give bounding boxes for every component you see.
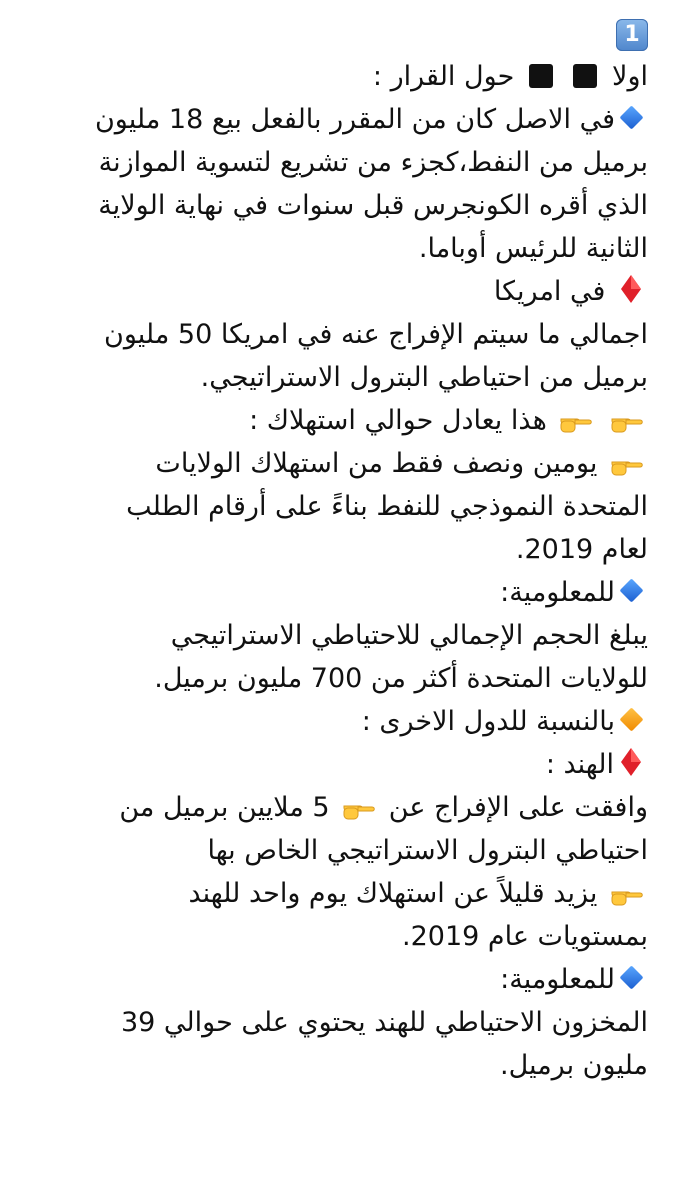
- post-body: [60, 12, 648, 1087]
- text-line: الذي أقره الكونجرس قبل سنوات في نهاية الولاية: [98, 190, 648, 221]
- text-span: هذا يعادل حوالي استهلاك :: [249, 405, 547, 436]
- black-square-icon: [529, 64, 553, 88]
- text-line: لعام 2019.: [515, 534, 648, 565]
- header-line: [60, 12, 648, 55]
- first-label: اولا: [612, 61, 648, 92]
- text-line: المتحدة النموذجي للنفط بناءً على أرقام الطلب: [126, 491, 648, 522]
- section-title: في امريكا: [493, 276, 606, 307]
- text-span: يزيد قليلاً عن استهلاك يوم واحد للهند: [188, 878, 598, 909]
- text-line: [60, 98, 648, 141]
- text-line: للولايات المتحدة أكثر من 700 مليون برميل.: [154, 663, 648, 694]
- keycap-one-icon: 1: [616, 19, 648, 51]
- pointing-hand-icon: [559, 410, 593, 434]
- section-other-countries: [60, 700, 648, 743]
- text-span: 5 ملايين برميل من: [119, 792, 330, 823]
- info-heading: [60, 571, 648, 614]
- pointing-hand-icon: [342, 797, 376, 821]
- text-line: الثانية للرئيس أوباما.: [418, 233, 648, 264]
- text-line: اجمالي ما سيتم الإفراج عنه في امريكا 50 مليون: [104, 319, 648, 350]
- section-india: [60, 743, 648, 786]
- red-diamond-icon: [620, 274, 642, 304]
- red-diamond-icon: [620, 747, 642, 777]
- section-title: الهند :: [545, 749, 614, 780]
- text-span: للمعلومية:: [500, 964, 615, 995]
- section-america: [60, 270, 648, 313]
- pointing-hand-icon: [610, 453, 644, 477]
- pointing-hand-icon: [610, 410, 644, 434]
- text-line: [60, 872, 648, 915]
- small-blue-diamond-icon: [619, 105, 643, 129]
- small-orange-diamond-icon: [619, 707, 643, 731]
- text-line: احتياطي البترول الاستراتيجي الخاص بها: [207, 835, 648, 866]
- text-line: برميل من النفط،كجزء من تشريع لتسوية الموازنة: [98, 147, 648, 178]
- pointing-hand-icon: [610, 883, 644, 907]
- text-span: يومين ونصف فقط من استهلاك الولايات: [155, 448, 598, 479]
- text-line: [60, 442, 648, 485]
- line-decision: [60, 55, 648, 98]
- small-blue-diamond-icon: [619, 578, 643, 602]
- small-blue-diamond-icon: [619, 965, 643, 989]
- text-line: يبلغ الحجم الإجمالي للاحتياطي الاستراتيجي: [170, 620, 648, 651]
- text-span: في الاصل كان من المقرر بالفعل بيع 18 مليون: [94, 104, 615, 135]
- text-line: بمستويات عام 2019.: [402, 921, 648, 952]
- text-line: [60, 399, 648, 442]
- text-line: مليون برميل.: [500, 1050, 648, 1081]
- decision-heading: حول القرار :: [372, 61, 515, 92]
- black-square-icon: [573, 64, 597, 88]
- section-title: بالنسبة للدول الاخرى :: [361, 706, 615, 737]
- text-line: برميل من احتياطي البترول الاستراتيجي.: [200, 362, 648, 393]
- text-span: للمعلومية:: [500, 577, 615, 608]
- text-span: وافقت على الإفراج عن: [388, 792, 648, 823]
- text-line: المخزون الاحتياطي للهند يحتوي على حوالي 39: [120, 1007, 648, 1038]
- info-heading: [60, 958, 648, 1001]
- text-line: [60, 786, 648, 829]
